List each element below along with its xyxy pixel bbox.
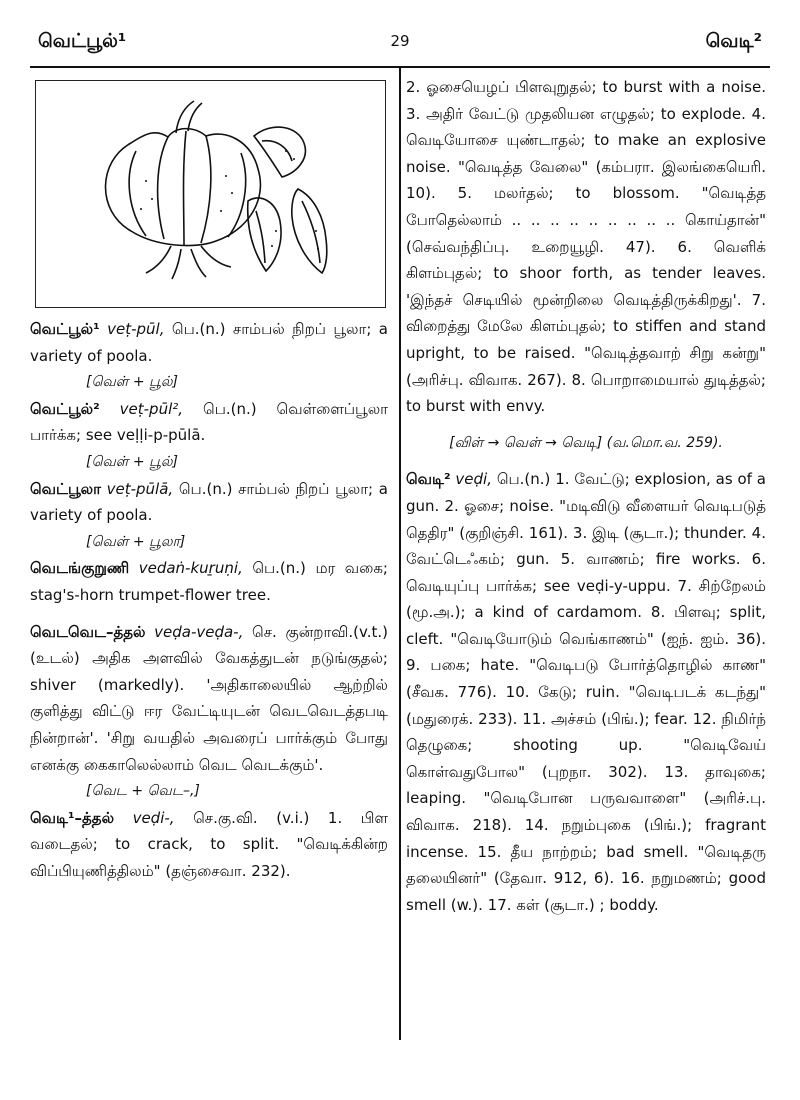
garlic-illustration-icon bbox=[35, 80, 386, 308]
transliteration: vedaṅ-kuṟuṇi, bbox=[138, 559, 243, 578]
headword: வெடி¹–த்தல் bbox=[30, 808, 115, 827]
definition: பெ.(n.) வெள்ளைப்பூலா பார்க்க; see veḷḷi-p-pūlā. bbox=[30, 399, 388, 445]
header-left-word: வெட்பூல்¹ bbox=[38, 30, 127, 52]
entry-vetpul-1 bbox=[30, 316, 388, 396]
headword: வெட்பூல்² bbox=[30, 399, 100, 418]
etymology: [வெள் + பூல்] bbox=[86, 374, 178, 391]
entry-vedi-2 bbox=[406, 466, 766, 918]
etymology: [விள் → வெள் → வெடி] (வ.மொ.வ. 259). bbox=[449, 434, 723, 451]
transliteration: veṭ-pūl, bbox=[107, 320, 165, 338]
entry-vedankuruni bbox=[30, 555, 388, 608]
transliteration: veḍi, bbox=[455, 470, 492, 489]
headword: வெடி² bbox=[406, 470, 451, 489]
page-number: 29 bbox=[390, 32, 410, 50]
entry-vetpul-2 bbox=[30, 396, 388, 476]
etymology: [வெள் + பூல்] bbox=[86, 453, 178, 470]
entry-vedaveda bbox=[30, 619, 388, 805]
transliteration: veḍa-veḍa-, bbox=[154, 622, 244, 641]
page-header bbox=[38, 30, 762, 64]
definition: செ. குன்றாவி.(v.t.) (உடல்) அதிக அளவில் வேகத்துடன் நடுங்குதல்; shiver (markedly). 'அதிகாலையில் ஆற்றில் குளித்து விட்டு ஈர வேட்டியுடன் வெடவெடத்தபடி நின்றான்'. 'சிறு வயதில் அவரைப் பார்க்கும் போது எனக்கு கைகாலெல்லாம் வெட வெடக்கும்'. bbox=[30, 622, 388, 774]
column-divider bbox=[399, 68, 401, 1040]
transliteration: veṭ-pūlā, bbox=[106, 479, 174, 498]
definition: பெ.(n.) 1. வேட்டு; explosion, as of a gun. 2. ஓசை; noise. "மடிவிடு வீளையர் வெடிபடுத் தெதிர" (குறிஞ்சி. 161). 3. இடி (சூடா.); thunder. 4. வேட்டெஃகம்; gun. 5. வாணம்; fire works. 6. வெடியுப்பு பார்க்க; see veḍi-y-uppu. 7. சிற்றேலம் (மூ.அ.); a kind of cardamom. 8. பிளவு; split, cleft. "வெடியோடும் வெங்காணம்" (ஐந். ஐம். 36). 9. பகை; hate. "வெடிபடு போர்த்தொழில் காண" (சீவக. 776). 10. கேடு; ruin. "வெடிபடக் கடந்து" (மதுரைக். 233). 11. அச்சம் (பிங்.); fear. 12. நிமிர்ந் தெழுகை; shooting up. "வெடிவேய் கொள்வதுபோல" (புறநா. 302). 13. தாவுகை; leaping. "வெடிபோன பருவவாளை" (அரிச்.பு. விவாக. 218). 14. நறும்புகை (பிங்.); fragrant incense. 15. தீய நாற்றம்; bad smell. "வெடிதரு தலையினர்" (தேவா. 912, 6). 16. நறுமணம்; good smell (w.). 17. கள் (சூடா.) ; boddy. bbox=[406, 470, 766, 914]
headword: வெட்பூலா bbox=[30, 479, 101, 498]
transliteration: veṭ-pūl², bbox=[119, 399, 184, 418]
definition: பெ.(n.) சாம்பல் நிறப் பூலா; a variety of poola. bbox=[30, 320, 388, 365]
definition: பெ.(n.) மர வகை; stag's-horn trumpet-flower tree. bbox=[30, 559, 388, 604]
etymology: [வெள் + பூலா] bbox=[86, 533, 186, 550]
entry-vedi-1 bbox=[30, 805, 388, 885]
headword: வெட்பூல்¹ bbox=[30, 320, 100, 338]
entry-vetpula bbox=[30, 476, 388, 556]
definition: பெ.(n.) சாம்பல் நிறப் பூலா; a variety of poola. bbox=[30, 479, 388, 525]
headword: வெடவெட–த்தல் bbox=[30, 622, 146, 641]
definition: செ.கு.வி. (v.i.) 1. பிள வடைதல்; to crack, to split. "வெடிக்கின்ற விப்பியுணித்திலம்" (தஞ்சைவா. 232). bbox=[30, 808, 388, 880]
header-right-word: வெடி² bbox=[705, 30, 762, 52]
right-column bbox=[406, 74, 766, 918]
etymology: [வெட + வெட–,] bbox=[86, 783, 200, 800]
headword: வெடங்குறுணி bbox=[30, 559, 130, 578]
left-column bbox=[30, 74, 388, 884]
entry-vedi-1-continued: 2. ஓசையெழப் பிளவுறுதல்; to burst with a noise. 3. அதிர் வேட்டு முதலியன எழுதல்; to explode. 4. வெடியோசை யுண்டாதல்; to make an explosive noise. "வெடித்த வேலை" (கம்பரா. இலங்கையெரி. 10). 5. மலர்தல்; to blossom. "வெடித்த போதெல்லாம் .. .. .. .. .. .. .. .. .. கொய்தான்" (செவ்வந்திப்பு. உறையூழி. 47). 6. வெளிக் கிளம்புதல்; to shoor forth, as tender leaves. 'இந்தச் செடியில் மூன்றிலை வெடித்திருக்கிறது'. 7. விறைத்து மேலே கிளம்புதல்; to stiffen and stand upright, to be raised. "வெடித்தவாற் சிறு கன்று" (அரிச்பு. விவாக. 267). 8. பொறாமையால் துடித்தல்; to burst with envy. bbox=[406, 78, 766, 416]
transliteration: veḍi-, bbox=[132, 808, 175, 827]
